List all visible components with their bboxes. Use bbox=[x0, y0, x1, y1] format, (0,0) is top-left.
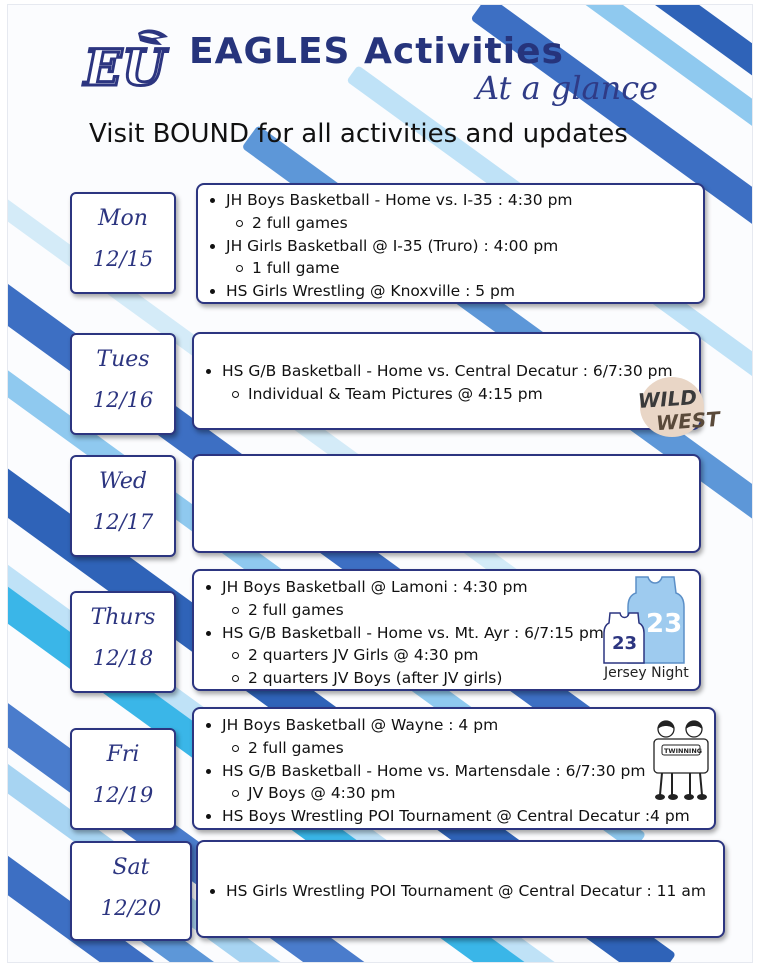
wild-west-badge bbox=[636, 377, 721, 437]
event-item: HS Girls Wrestling @ Knoxville : 5 pm bbox=[198, 280, 703, 303]
twinning-label: TWINNING bbox=[664, 747, 703, 755]
page-subtitle: At a glance bbox=[476, 69, 659, 107]
jersey-number-back: 23 bbox=[646, 609, 683, 639]
event-item: JH Boys Basketball @ Lamoni : 4:30 pm bbox=[194, 576, 699, 599]
event-item: HS G/B Basketball - Home vs. Martensdale : 6/7:30 pm bbox=[194, 760, 714, 783]
wild-west-bottom: WEST bbox=[655, 406, 721, 436]
day-card-fri bbox=[70, 728, 176, 830]
day-date: 12/15 bbox=[92, 247, 154, 271]
event-subitem: 2 full games bbox=[198, 212, 703, 235]
day-card-wed bbox=[70, 455, 176, 557]
event-subitem: Individual & Team Pictures @ 4:15 pm bbox=[194, 383, 699, 406]
event-subitem: 2 quarters JV Girls @ 4:30 pm bbox=[194, 644, 699, 667]
day-date: 12/20 bbox=[100, 896, 162, 920]
flyer-page bbox=[7, 4, 753, 963]
day-name: Tues bbox=[96, 347, 150, 372]
events-box-tues bbox=[192, 332, 701, 430]
event-subitem: 1 full game bbox=[198, 257, 703, 280]
event-item: HS G/B Basketball - Home vs. Central Decatur : 6/7:30 pm bbox=[194, 360, 699, 383]
day-name: Fri bbox=[106, 742, 140, 767]
event-subitem: 2 full games bbox=[194, 599, 699, 622]
event-subitem: 2 quarters JV Boys (after JV girls) bbox=[194, 667, 699, 690]
event-item: JH Boys Basketball @ Wayne : 4 pm bbox=[194, 714, 714, 737]
day-date: 12/18 bbox=[92, 646, 154, 670]
logo-text: EU bbox=[84, 38, 166, 97]
day-card-sat bbox=[70, 841, 192, 941]
jersey-number-front: 23 bbox=[612, 633, 638, 654]
day-date: 12/19 bbox=[92, 783, 154, 807]
twinning-kids-icon bbox=[648, 717, 714, 801]
twinning-badge bbox=[648, 717, 714, 801]
event-item: HS G/B Basketball - Home vs. Mt. Ayr : 6/7:15 pm bbox=[194, 622, 699, 645]
event-item: HS Girls Wrestling POI Tournament @ Central Decatur : 11 am bbox=[198, 880, 723, 903]
day-date: 12/17 bbox=[92, 510, 154, 534]
jersey-night-caption: Jersey Night bbox=[604, 665, 689, 681]
events-box-mon bbox=[196, 183, 705, 304]
day-card-tues bbox=[70, 333, 176, 435]
jersey-night-badge bbox=[598, 573, 698, 683]
events-box-sat bbox=[196, 840, 725, 938]
day-name: Thurs bbox=[90, 605, 156, 630]
day-card-thurs bbox=[70, 591, 176, 693]
page-title: EAGLES Activities bbox=[189, 31, 564, 72]
eagles-logo bbox=[80, 25, 170, 97]
day-date: 12/16 bbox=[92, 388, 154, 412]
tagline: Visit BOUND for all activities and updates bbox=[89, 119, 628, 149]
wild-west-top: WILD bbox=[637, 384, 698, 414]
event-item: JH Boys Basketball - Home vs. I-35 : 4:30 pm bbox=[198, 189, 703, 212]
event-item: HS Boys Wrestling POI Tournament @ Central Decatur :4 pm bbox=[194, 805, 714, 828]
event-subitem: JV Boys @ 4:30 pm bbox=[194, 782, 714, 805]
event-item: JH Girls Basketball @ I-35 (Truro) : 4:00 pm bbox=[198, 235, 703, 258]
day-name: Sat bbox=[112, 855, 150, 880]
day-name: Mon bbox=[98, 206, 148, 231]
events-box-fri bbox=[192, 707, 716, 830]
event-subitem: 2 full games bbox=[194, 737, 714, 760]
events-box-wed bbox=[192, 454, 701, 553]
day-card-mon bbox=[70, 192, 176, 294]
day-name: Wed bbox=[99, 469, 147, 494]
